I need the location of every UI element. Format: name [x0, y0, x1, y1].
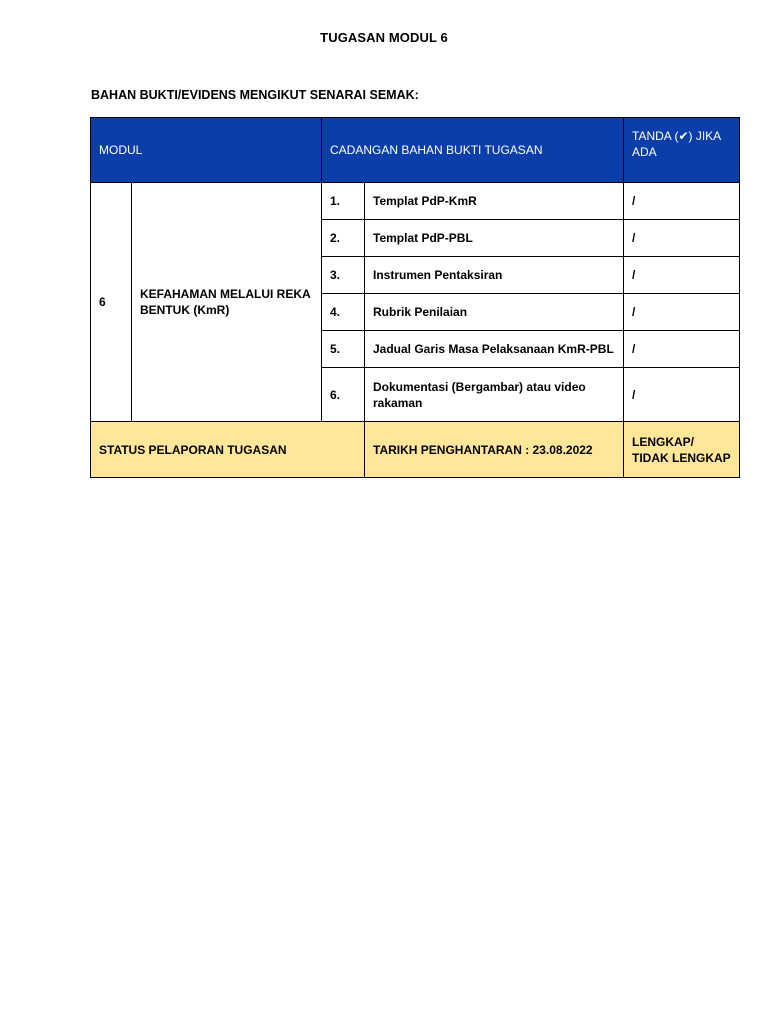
item-mark: / — [624, 183, 740, 220]
item-mark: / — [624, 294, 740, 331]
module-number: 6 — [91, 183, 132, 422]
item-label: Templat PdP-PBL — [365, 220, 624, 257]
module-title: KEFAHAMAN MELALUI REKA BENTUK (KmR) — [132, 183, 322, 422]
section-heading: BAHAN BUKTI/EVIDENS MENGIKUT SENARAI SEMAK: — [91, 88, 419, 102]
item-mark: / — [624, 220, 740, 257]
completion-status-line1: LENGKAP/ — [632, 434, 695, 449]
completion-status — [624, 422, 740, 478]
status-label: STATUS PELAPORAN TUGASAN — [91, 422, 365, 478]
table-header-row — [91, 118, 740, 183]
completion-status-line2: TIDAK LENGKAP — [632, 450, 731, 465]
submission-date: TARIKH PENGHANTARAN : 23.08.2022 — [365, 422, 624, 478]
item-label: Templat PdP-KmR — [365, 183, 624, 220]
item-label: Rubrik Penilaian — [365, 294, 624, 331]
item-number: 6. — [322, 368, 365, 422]
item-label: Instrumen Pentaksiran — [365, 257, 624, 294]
item-number: 4. — [322, 294, 365, 331]
item-number: 2. — [322, 220, 365, 257]
item-number: 1. — [322, 183, 365, 220]
header-modul: MODUL — [91, 118, 322, 183]
header-cadangan: CADANGAN BAHAN BUKTI TUGASAN — [322, 118, 624, 183]
table-row — [91, 183, 740, 220]
item-mark: / — [624, 368, 740, 422]
item-mark: / — [624, 331, 740, 368]
item-mark: / — [624, 257, 740, 294]
item-label: Jadual Garis Masa Pelaksanaan KmR-PBL — [365, 331, 624, 368]
table-footer-row — [91, 422, 740, 478]
item-number: 3. — [322, 257, 365, 294]
evidence-checklist-table — [90, 117, 740, 478]
header-tanda: TANDA (✔) JIKA ADA — [624, 118, 740, 183]
page-title: TUGASAN MODUL 6 — [320, 30, 448, 45]
item-label: Dokumentasi (Bergambar) atau video rakaman — [365, 368, 624, 422]
item-number: 5. — [322, 331, 365, 368]
